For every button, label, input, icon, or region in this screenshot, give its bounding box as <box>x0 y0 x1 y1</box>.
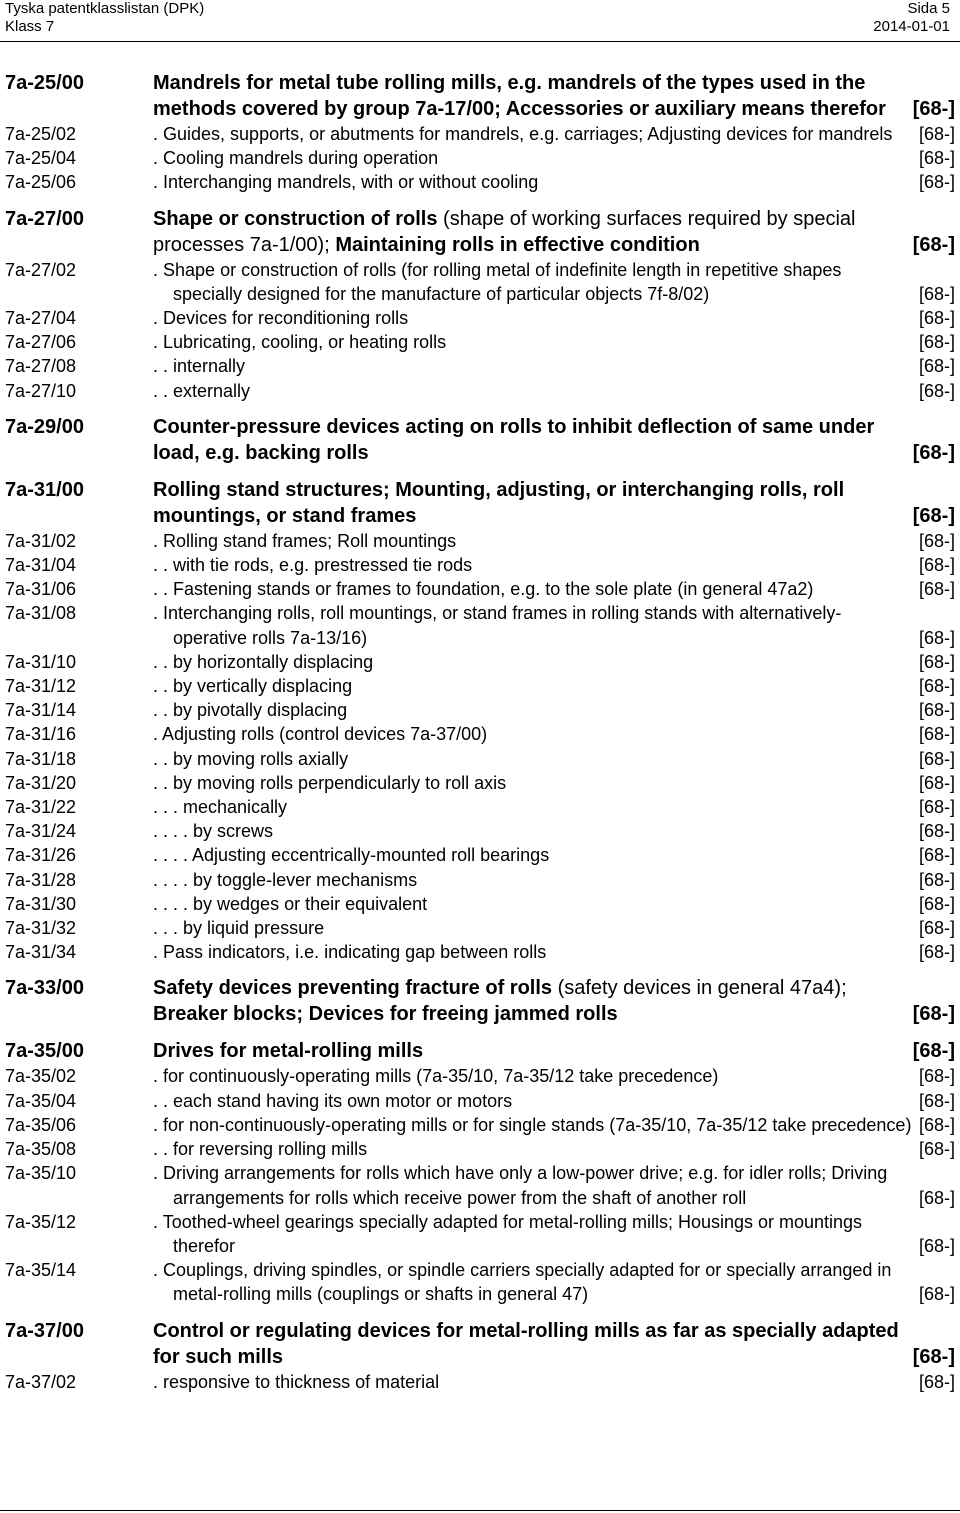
subgroup-entry <box>0 868 960 892</box>
description-text: Shape or construction of rolls (for rolling metal of indefinite length in repetitive shapes specially designed for the manufacture of particular objects 7f-8/02) <box>163 259 842 304</box>
validity-tag: [68-] <box>918 821 955 842</box>
subgroup-entry <box>0 698 960 722</box>
class-description <box>153 379 913 403</box>
description-text: by toggle-lever mechanisms <box>193 869 418 890</box>
class-description <box>153 843 913 867</box>
hierarchy-dots: . . <box>153 748 174 769</box>
validity-tag: [68-] <box>918 1090 955 1111</box>
description-text: for non-continuously-operating mills or for single stands (7a-35/10, 7a-35/12 take precedence) <box>163 1114 912 1135</box>
class-code: 7a-27/04 <box>5 308 77 329</box>
validity-tag: [68-] <box>918 555 955 576</box>
class-description <box>153 698 913 722</box>
description-text: Couplings, driving spindles, or spindle carriers specially adapted for or specially arranged in metal-rolling mills (couplings or shafts in general 47) <box>163 1260 892 1305</box>
validity-tag: [68-] <box>918 724 955 745</box>
class-code: 7a-35/06 <box>5 1114 77 1135</box>
subgroup-entry <box>0 306 960 330</box>
subgroup-entry <box>0 330 960 354</box>
class-code: 7a-25/06 <box>5 172 77 193</box>
hierarchy-dots: . . <box>153 356 174 377</box>
hierarchy-dots: . <box>153 308 164 329</box>
class-description <box>153 258 913 306</box>
hierarchy-dots: . . <box>153 700 174 721</box>
class-code: 7a-31/24 <box>5 821 77 842</box>
class-code: 7a-31/08 <box>5 603 77 624</box>
class-code: 7a-31/00 <box>5 478 84 501</box>
main-group-entry <box>0 477 960 529</box>
subgroup-entry <box>0 258 960 306</box>
subgroup-entry <box>0 1064 960 1088</box>
description-text: Adjusting eccentrically-mounted roll bearings <box>192 845 550 866</box>
subgroup-entry <box>0 601 960 649</box>
hierarchy-dots: . <box>153 148 164 169</box>
description-text: Rolling stand frames; Roll mountings <box>163 530 457 551</box>
hierarchy-dots: . <box>153 332 164 353</box>
hierarchy-dots: . . <box>153 651 174 672</box>
class-code: 7a-27/00 <box>5 207 84 230</box>
subgroup-entry <box>0 892 960 916</box>
subgroup-entry <box>0 650 960 674</box>
hierarchy-dots: . . . . <box>153 893 194 914</box>
class-code: 7a-25/00 <box>5 72 84 94</box>
page-number: Sida 5 <box>907 0 950 17</box>
subgroup-entry <box>0 122 960 146</box>
class-description <box>153 892 913 916</box>
class-code: 7a-33/00 <box>5 977 84 1000</box>
validity-tag: [68-] <box>918 332 955 353</box>
validity-tag: [68-] <box>918 148 955 169</box>
validity-tag: [68-] <box>918 1187 955 1208</box>
description-text: Rolling stand structures; Mounting, adjusting, or interchanging rolls, roll mountings, or stand frames <box>153 478 845 527</box>
hierarchy-dots: . . <box>153 1090 174 1111</box>
subgroup-entry <box>0 1258 960 1306</box>
class-description <box>153 940 913 964</box>
subgroup-entry <box>0 1370 960 1394</box>
class-description <box>153 122 913 146</box>
validity-tag: [68-] <box>912 233 955 256</box>
class-description <box>153 819 913 843</box>
description-text: Guides, supports, or abutments for mandrels, e.g. carriages; Adjusting devices for mandrels <box>163 124 893 144</box>
description-text: mechanically <box>183 797 288 818</box>
main-group-entry <box>0 414 960 466</box>
validity-tag: [68-] <box>918 1114 955 1135</box>
class-description <box>153 354 913 378</box>
class-description <box>153 722 913 746</box>
class-description <box>153 771 913 795</box>
class-label: Klass 7 <box>5 18 55 35</box>
description-text: Breaker blocks; Devices for freeing jammed rolls <box>153 1003 618 1026</box>
validity-tag: [68-] <box>918 918 955 939</box>
validity-tag: [68-] <box>918 283 955 304</box>
class-description <box>153 306 913 330</box>
class-code: 7a-31/22 <box>5 797 77 818</box>
hierarchy-dots: . <box>153 942 164 963</box>
validity-tag: [68-] <box>918 893 955 914</box>
class-description <box>153 577 913 601</box>
description-text: (safety devices in general 47a4); <box>552 977 847 1000</box>
class-code: 7a-37/02 <box>5 1371 77 1392</box>
validity-tag: [68-] <box>918 845 955 866</box>
description-text: Counter-pressure devices acting on rolls to inhibit deflection of same under load, e.g. backing rolls <box>153 415 875 464</box>
hierarchy-dots: . <box>153 1371 164 1392</box>
description-text: Toothed-wheel gearings specially adapted for metal-rolling mills; Housings or mountings therefor <box>162 1211 863 1256</box>
class-description <box>153 1137 913 1161</box>
validity-tag: [68-] <box>918 1284 955 1305</box>
subgroup-entry <box>0 747 960 771</box>
class-code: 7a-35/12 <box>5 1211 77 1232</box>
hierarchy-dots: . . <box>153 579 174 600</box>
validity-tag: [68-] <box>918 700 955 721</box>
subgroup-entry <box>0 553 960 577</box>
subgroup-entry <box>0 354 960 378</box>
validity-tag: [68-] <box>918 308 955 329</box>
description-text: Mandrels for metal tube rolling mills, e.g. mandrels of the types used in the methods covered by group 7a-17/00; Accessories or auxiliary means therefor <box>153 72 886 120</box>
description-text: Lubricating, cooling, or heating rolls <box>163 332 447 353</box>
hierarchy-dots: . . <box>153 772 174 793</box>
hierarchy-dots: . . . <box>153 918 184 939</box>
hierarchy-dots: . <box>153 1211 163 1232</box>
validity-tag: [68-] <box>918 1139 955 1160</box>
class-code: 7a-31/30 <box>5 893 77 914</box>
subgroup-entry <box>0 1113 960 1137</box>
description-text: by moving rolls axially <box>173 748 349 769</box>
validity-tag: [68-] <box>912 441 955 464</box>
class-code: 7a-27/08 <box>5 356 77 377</box>
description-text: Control or regulating devices for metal-rolling mills as far as specially adapted for such mills <box>153 1319 899 1368</box>
description-text: Safety devices preventing fracture of rolls <box>153 977 553 1000</box>
classification-list <box>0 70 960 1394</box>
class-code: 7a-37/00 <box>5 1319 84 1342</box>
class-code: 7a-31/06 <box>5 579 77 600</box>
class-code: 7a-27/06 <box>5 332 77 353</box>
main-group-entry <box>0 975 960 1027</box>
class-description <box>153 601 913 649</box>
subgroup-entry <box>0 170 960 194</box>
validity-tag: [68-] <box>918 124 955 144</box>
class-code: 7a-31/28 <box>5 869 77 890</box>
subgroup-entry <box>0 674 960 698</box>
hierarchy-dots: . . <box>153 380 174 401</box>
main-group-entry <box>0 1318 960 1370</box>
description-text: Adjusting rolls (control devices 7a-37/00) <box>162 724 488 745</box>
class-code: 7a-35/10 <box>5 1163 77 1184</box>
class-description <box>153 146 913 170</box>
validity-tag: [68-] <box>918 1371 955 1392</box>
validity-tag: [68-] <box>918 356 955 377</box>
description-text: Shape or construction of rolls <box>153 207 438 230</box>
class-description <box>153 1318 903 1370</box>
description-text: (shape of working surfaces required by special processes 7a-1/00); <box>153 207 856 256</box>
class-description <box>153 1113 913 1137</box>
validity-tag: [68-] <box>918 772 955 793</box>
validity-tag: [68-] <box>912 504 955 527</box>
class-description <box>153 206 903 258</box>
validity-tag: [68-] <box>918 651 955 672</box>
document-title: Tyska patentklasslistan (DPK) <box>5 0 205 17</box>
class-description <box>153 795 913 819</box>
hierarchy-dots: . . . . <box>153 821 194 842</box>
class-code: 7a-25/04 <box>5 148 77 169</box>
description-text: by wedges or their equivalent <box>193 893 428 914</box>
description-text: responsive to thickness of material <box>163 1371 440 1392</box>
class-code: 7a-35/02 <box>5 1066 77 1087</box>
class-description <box>153 1161 913 1209</box>
validity-tag: [68-] <box>918 676 955 697</box>
class-code: 7a-31/14 <box>5 700 77 721</box>
class-description <box>153 1089 913 1113</box>
class-code: 7a-31/18 <box>5 748 77 769</box>
subgroup-entry <box>0 1089 960 1113</box>
validity-tag: [68-] <box>918 1066 955 1087</box>
subgroup-entry <box>0 1210 960 1258</box>
class-code: 7a-27/10 <box>5 380 77 401</box>
class-description <box>153 650 913 674</box>
class-code: 7a-35/14 <box>5 1260 77 1281</box>
hierarchy-dots: . <box>153 603 164 624</box>
validity-tag: [68-] <box>912 1345 955 1368</box>
class-code: 7a-31/32 <box>5 918 77 939</box>
subgroup-entry <box>0 843 960 867</box>
description-text: Driving arrangements for rolls which have only a low-power drive; e.g. for idler rolls; Driving arrangements for rolls which receive power from the shaft of another roll <box>163 1163 888 1208</box>
hierarchy-dots: . <box>153 1066 164 1087</box>
description-text: Devices for reconditioning rolls <box>163 308 409 329</box>
subgroup-entry <box>0 771 960 795</box>
description-text: by pivotally displacing <box>173 700 348 721</box>
subgroup-entry <box>0 795 960 819</box>
class-description <box>153 553 913 577</box>
subgroup-entry <box>0 529 960 553</box>
validity-tag: [68-] <box>918 380 955 401</box>
subgroup-entry <box>0 146 960 170</box>
class-description <box>153 1258 913 1306</box>
class-description <box>153 1210 913 1258</box>
description-text: Maintaining rolls in effective condition <box>335 233 700 256</box>
main-group-entry <box>0 206 960 258</box>
description-text: Interchanging mandrels, with or without cooling <box>163 172 539 193</box>
class-description <box>153 1370 913 1394</box>
validity-tag: [68-] <box>918 627 955 648</box>
hierarchy-dots: . <box>153 1260 164 1281</box>
description-text: Pass indicators, i.e. indicating gap between rolls <box>163 942 547 963</box>
class-description <box>153 170 913 194</box>
class-description <box>153 1038 903 1064</box>
hierarchy-dots: . <box>153 724 163 745</box>
validity-tag: [68-] <box>912 1003 955 1026</box>
header-rule <box>0 41 960 42</box>
validity-tag: [68-] <box>918 869 955 890</box>
hierarchy-dots: . . <box>153 676 174 697</box>
document-date: 2014-01-01 <box>873 18 950 35</box>
class-description <box>153 674 913 698</box>
description-text: by screws <box>193 821 274 842</box>
class-code: 7a-35/08 <box>5 1139 77 1160</box>
class-code: 7a-31/02 <box>5 530 77 551</box>
description-text: Interchanging rolls, roll mountings, or stand frames in rolling stands with alternatively-operative rolls 7a-13/16) <box>163 603 842 648</box>
main-group-entry <box>0 70 960 122</box>
subgroup-entry <box>0 577 960 601</box>
description-text: Fastening stands or frames to foundation, e.g. to the sole plate (in general 47a2) <box>173 579 814 600</box>
validity-tag: [68-] <box>918 748 955 769</box>
class-code: 7a-25/02 <box>5 124 77 144</box>
description-text: by horizontally displacing <box>173 651 374 672</box>
description-text: for continuously-operating mills (7a-35/10, 7a-35/12 take precedence) <box>163 1066 719 1087</box>
class-code: 7a-31/26 <box>5 845 77 866</box>
validity-tag: [68-] <box>918 172 955 193</box>
subgroup-entry <box>0 1161 960 1209</box>
description-text: by vertically displacing <box>173 676 353 697</box>
class-description <box>153 747 913 771</box>
description-text: Cooling mandrels during operation <box>163 148 439 169</box>
hierarchy-dots: . . . . <box>153 869 194 890</box>
subgroup-entry <box>0 916 960 940</box>
hierarchy-dots: . . <box>153 555 174 576</box>
class-description <box>153 330 913 354</box>
hierarchy-dots: . <box>153 1114 164 1135</box>
hierarchy-dots: . . . <box>153 797 184 818</box>
class-description <box>153 916 913 940</box>
hierarchy-dots: . . . . <box>153 845 193 866</box>
validity-tag: [68-] <box>918 530 955 551</box>
validity-tag: [68-] <box>918 579 955 600</box>
description-text: by liquid pressure <box>183 918 325 939</box>
hierarchy-dots: . <box>153 259 164 280</box>
validity-tag: [68-] <box>918 797 955 818</box>
hierarchy-dots: . . <box>153 1139 174 1160</box>
class-code: 7a-31/16 <box>5 724 77 745</box>
class-code: 7a-31/04 <box>5 555 77 576</box>
class-description <box>153 414 903 466</box>
class-description <box>153 868 913 892</box>
description-text: internally <box>173 356 246 377</box>
class-code: 7a-31/12 <box>5 676 77 697</box>
hierarchy-dots: . <box>153 172 164 193</box>
description-text: for reversing rolling mills <box>173 1139 368 1160</box>
class-description <box>153 529 913 553</box>
main-group-entry <box>0 1038 960 1064</box>
description-text: Drives for metal-rolling mills <box>153 1040 424 1063</box>
subgroup-entry <box>0 722 960 746</box>
description-text: externally <box>173 380 251 401</box>
description-text: each stand having its own motor or motors <box>173 1090 513 1111</box>
subgroup-entry <box>0 1137 960 1161</box>
class-code: 7a-27/02 <box>5 259 77 280</box>
subgroup-entry <box>0 379 960 403</box>
footer-rule <box>0 1510 960 1511</box>
class-description <box>153 70 903 122</box>
class-code: 7a-31/34 <box>5 942 77 963</box>
class-code: 7a-31/10 <box>5 651 77 672</box>
class-description <box>153 975 903 1027</box>
class-description <box>153 1064 913 1088</box>
subgroup-entry <box>0 819 960 843</box>
validity-tag: [68-] <box>912 98 955 120</box>
class-code: 7a-31/20 <box>5 772 77 793</box>
validity-tag: [68-] <box>918 1235 955 1256</box>
class-code: 7a-35/00 <box>5 1040 84 1063</box>
class-code: 7a-29/00 <box>5 415 84 438</box>
description-text: by moving rolls perpendicularly to roll axis <box>173 772 507 793</box>
hierarchy-dots: . <box>153 124 164 144</box>
hierarchy-dots: . <box>153 530 164 551</box>
class-code: 7a-35/04 <box>5 1090 77 1111</box>
subgroup-entry <box>0 940 960 964</box>
hierarchy-dots: . <box>153 1163 164 1184</box>
validity-tag: [68-] <box>912 1040 955 1063</box>
class-description <box>153 477 903 529</box>
validity-tag: [68-] <box>918 942 955 963</box>
description-text: with tie rods, e.g. prestressed tie rods <box>173 555 473 576</box>
